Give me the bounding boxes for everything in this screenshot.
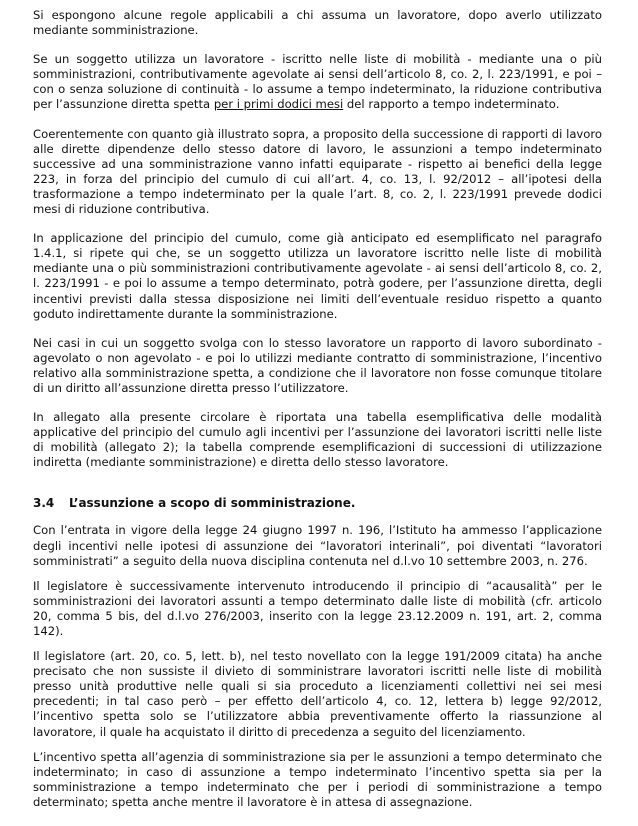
- paragraph-mobility-text-end: del rapporto a tempo indeterminato.: [343, 97, 560, 112]
- paragraph-coherence: Coerentemente con quanto già illustrato sopra, a proposito della successione di rapporti di lavoro alle dirette dipendenze dello stesso datore di lavoro, le assunzioni a tempo indeterminato successive ad una somministrazione vanno infatti equiparate - rispetto ai benefici della legge 223, in forza del principio del cumulo di cui all’art. 4, co. 13, l. 92/2012 – all’ipotesi della trasformazione a tempo indeterminato per la quale l’art. 8, co. 2, l. 223/1991 prevede dodici mesi di riduzione contributiva.: [33, 126, 602, 217]
- paragraph-agency-incentive: L’incentivo spetta all’agenzia di somministrazione sia per le assunzioni a tempo determinato che indeterminato; in caso di assunzione a tempo indeterminato l’incentivo spetta sia per la somministrazione a tempo indeterminato che per i periodi di somministrazione a tempo determinato; spetta anche mentre il lavoratore è in attesa di assegnazione.: [33, 749, 602, 809]
- section-title: L’assunzione a scopo di somministrazione.: [69, 496, 356, 511]
- section-number: 3.4: [33, 496, 55, 511]
- paragraph-cumulation: In applicazione del principio del cumulo, come già anticipato ed esemplificato nel paragrafo 1.4.1, si ripete qui che, se un soggetto utilizza un lavoratore iscritto nelle liste di mobilità mediante una o più somministrazioni contributivamente agevolate - ai sensi dell’articolo 8, co. 2, l. 223/1991 - e poi lo assume a tempo determinato, potrà godere, per l’assunzione diretta, degli incentivi previsti dalla stessa disposizione nei limiti dell’eventuale residuo rispetto a quanto goduto indirettamente durante la somministrazione.: [33, 231, 602, 321]
- paragraph-attachment: In allegato alla presente circolare è riportata una tabella esemplificativa delle modalità applicative del principio del cumulo agli incentivi per l’assunzione dei lavoratori iscritti nelle liste di mobilità (allegato 2); la tabella comprende esemplificazioni di successioni di utilizzazione indiretta (mediante somministrazione) e diretta dello stesso lavoratore.: [33, 410, 602, 470]
- paragraph-collective-dismissals: Il legislatore (art. 20, co. 5, lett. b), nel testo novellato con la legge 191/2009 citata) ha anche precisato che non sussiste il divieto di somministrare lavoratori iscritti nelle liste di mobilità presso unità produttive nelle quali si sia proceduto a licenziamenti collettivi nei sei mesi precedenti; in tal caso però – per effetto dell’articolo 4, co. 12, lettera b) legge 92/2012, l’incentivo spetta solo se l’utilizzatore abbia preventivamente offerto la riassunzione al lavoratore, il quale ha acquistato il diritto di precedenza a seguito del licenziamento.: [33, 649, 602, 739]
- paragraph-mobility-reduction: [33, 52, 602, 112]
- underlined-twelve-months: per i primi dodici mesi: [213, 97, 344, 112]
- paragraph-subordinate-cases: Nei casi in cui un soggetto svolga con lo stesso lavoratore un rapporto di lavoro subordinato - agevolato o non agevolato - e poi lo utilizzi mediante contratto di somministrazione, l’incentivo relativo alla somministrazione spetta, a condizione che il lavoratore non fosse comunque titolare di un diritto all’assunzione diretta presso l’utilizzatore.: [33, 335, 602, 395]
- paragraph-law-196: Con l’entrata in vigore della legge 24 giugno 1997 n. 196, l’Istituto ha ammesso l’applicazione degli incentivi nelle ipotesi di assunzione dei “lavoratori interinali”, poi diventati “lavoratori somministrati” a seguito della nuova disciplina contenuta nel d.l.vo 10 settembre 2003, n. 276.: [33, 523, 602, 568]
- paragraph-acausality: Il legislatore è successivamente intervenuto introducendo il principio di “acausalità” per le somministrazioni dei lavoratori assunti a tempo determinato dalle liste di mobilità (cfr. articolo 20, comma 5 bis, del d.l.vo 276/2003, inserito con la legge 23.12.2009 n. 191, art. 2, comma 142).: [33, 578, 602, 638]
- paragraph-mobility-text: Se un soggetto utilizza un lavoratore - iscritto nelle liste di mobilità - mediante una o più somministrazioni, contributivamente agevolate ai sensi dell’articolo 8, co. 2, l. 223/1991, e poi – con o senza soluzione di continuità - lo assume a tempo indeterminato, la riduzione contributiva per l’assunzione diretta spetta: [33, 52, 602, 112]
- section-heading: [33, 496, 602, 511]
- paragraph-intro: Si espongono alcune regole applicabili a chi assuma un lavoratore, dopo averlo utilizzato mediante somministrazione.: [33, 8, 602, 38]
